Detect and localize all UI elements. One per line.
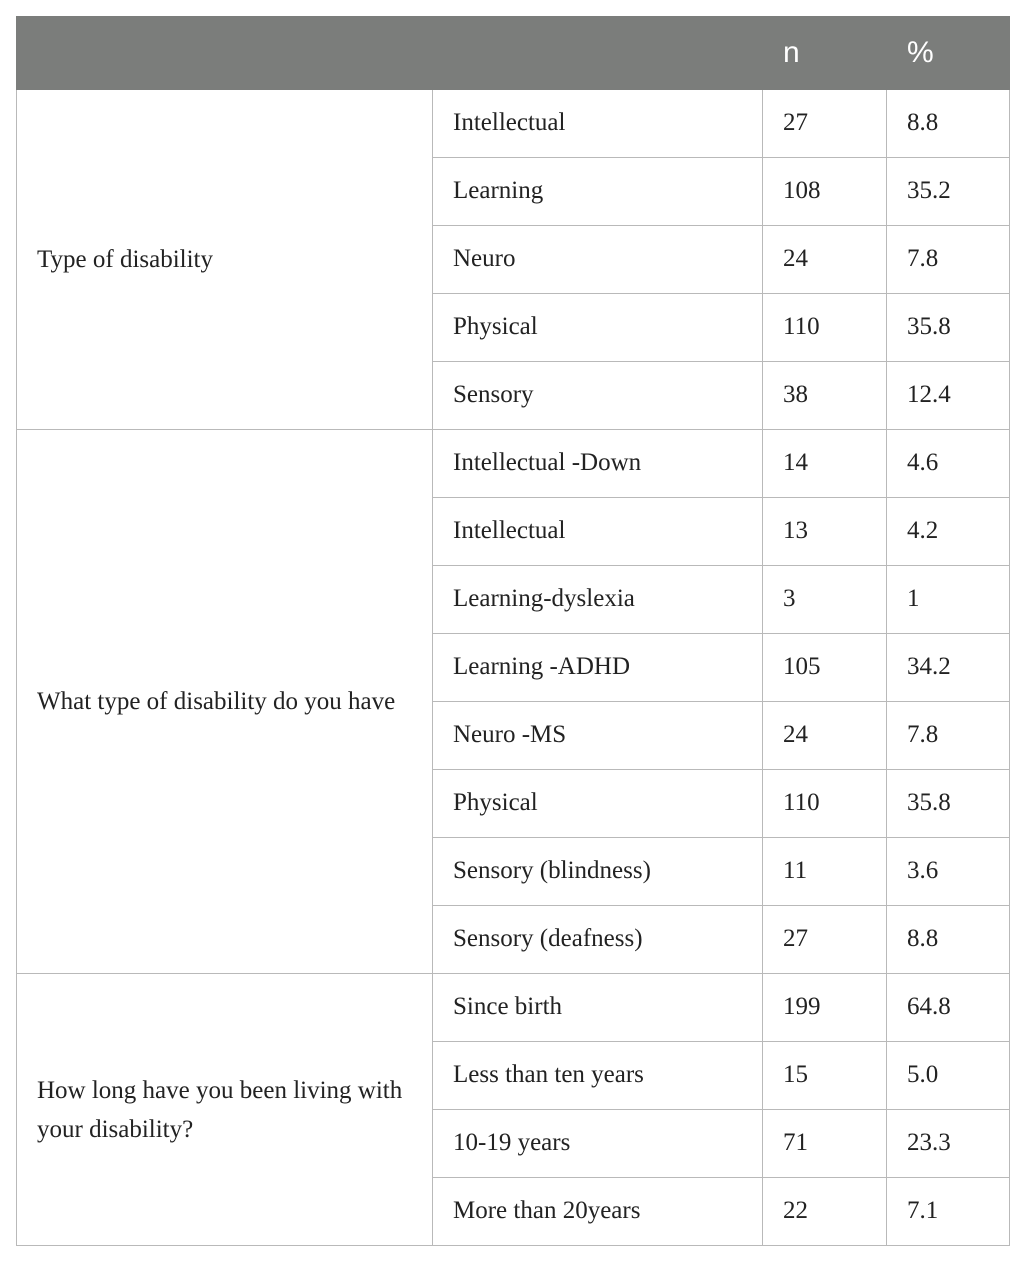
- disability-table: [16, 16, 1010, 1246]
- table-header: [17, 17, 1010, 90]
- count-cell: 199: [763, 974, 887, 1042]
- category-cell: Sensory (deafness): [433, 906, 763, 974]
- table-row: [17, 90, 1010, 158]
- category-cell: Physical: [433, 770, 763, 838]
- percent-cell: 34.2: [887, 634, 1010, 702]
- percent-cell: 12.4: [887, 362, 1010, 430]
- percent-cell: 35.2: [887, 158, 1010, 226]
- category-cell: Neuro -MS: [433, 702, 763, 770]
- count-cell: 13: [763, 498, 887, 566]
- category-cell: Physical: [433, 294, 763, 362]
- category-cell: Intellectual: [433, 90, 763, 158]
- count-cell: 11: [763, 838, 887, 906]
- category-cell: 10-19 years: [433, 1110, 763, 1178]
- category-cell: Since birth: [433, 974, 763, 1042]
- percent-cell: 8.8: [887, 90, 1010, 158]
- count-cell: 110: [763, 770, 887, 838]
- category-cell: Neuro: [433, 226, 763, 294]
- group-label-type-of-disability: Type of disability: [17, 90, 433, 430]
- header-cell-label: [17, 17, 763, 90]
- percent-cell: 8.8: [887, 906, 1010, 974]
- count-cell: 3: [763, 566, 887, 634]
- category-cell: Intellectual: [433, 498, 763, 566]
- count-cell: 110: [763, 294, 887, 362]
- percent-cell: 7.1: [887, 1178, 1010, 1246]
- percent-cell: 7.8: [887, 226, 1010, 294]
- count-cell: 22: [763, 1178, 887, 1246]
- count-cell: 108: [763, 158, 887, 226]
- percent-cell: 1: [887, 566, 1010, 634]
- percent-cell: 64.8: [887, 974, 1010, 1042]
- percent-cell: 3.6: [887, 838, 1010, 906]
- count-cell: 71: [763, 1110, 887, 1178]
- group-label-duration-of-disability: How long have you been living with your disability?: [17, 974, 433, 1246]
- percent-cell: 23.3: [887, 1110, 1010, 1178]
- table-body: [17, 90, 1010, 1246]
- count-cell: 38: [763, 362, 887, 430]
- category-cell: Intellectual -Down: [433, 430, 763, 498]
- header-cell-percent: %: [887, 17, 1010, 90]
- category-cell: More than 20years: [433, 1178, 763, 1246]
- count-cell: 14: [763, 430, 887, 498]
- percent-cell: 7.8: [887, 702, 1010, 770]
- percent-cell: 35.8: [887, 770, 1010, 838]
- percent-cell: 4.6: [887, 430, 1010, 498]
- count-cell: 27: [763, 90, 887, 158]
- count-cell: 105: [763, 634, 887, 702]
- header-cell-n: n: [763, 17, 887, 90]
- percent-cell: 35.8: [887, 294, 1010, 362]
- count-cell: 15: [763, 1042, 887, 1110]
- table-row: [17, 974, 1010, 1042]
- category-cell: Learning: [433, 158, 763, 226]
- percent-cell: 4.2: [887, 498, 1010, 566]
- category-cell: Learning-dyslexia: [433, 566, 763, 634]
- category-cell: Less than ten years: [433, 1042, 763, 1110]
- table-row: [17, 430, 1010, 498]
- percent-cell: 5.0: [887, 1042, 1010, 1110]
- group-label-specific-disability: What type of disability do you have: [17, 430, 433, 974]
- count-cell: 24: [763, 702, 887, 770]
- header-row: [17, 17, 1010, 90]
- category-cell: Sensory (blindness): [433, 838, 763, 906]
- count-cell: 24: [763, 226, 887, 294]
- category-cell: Sensory: [433, 362, 763, 430]
- count-cell: 27: [763, 906, 887, 974]
- category-cell: Learning -ADHD: [433, 634, 763, 702]
